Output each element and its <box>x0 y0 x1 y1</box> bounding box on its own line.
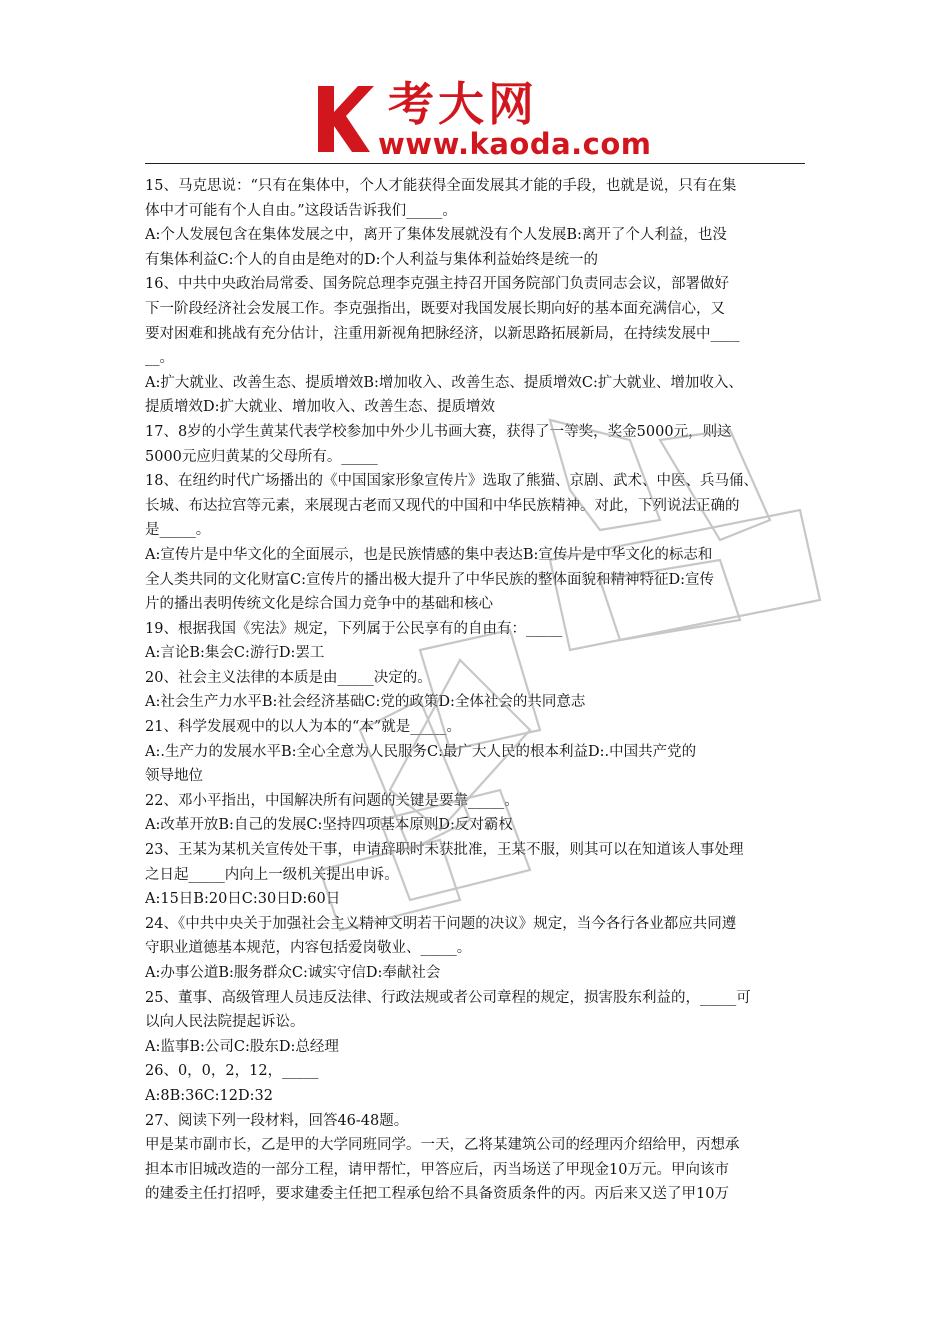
text-line: 要对困难和挑战有充分估计，注重用新视角把脉经济，以新思路拓展新局，在持续发展中____ <box>145 325 740 342</box>
text-line: 是_____。 <box>145 522 211 539</box>
text-line: 27、阅读下列一段材料，回答46-48题。 <box>145 1112 409 1129</box>
text-line: 23、王某为某机关宣传处干事，申请辞职时未获批准，王某不服，则其可以在知道该人事处理 <box>145 842 744 859</box>
text-line: A:宣传片是中华文化的全面展示，也是民族情感的集中表达B:宣传片是中华文化的标志和 <box>145 546 713 563</box>
text-line: A:扩大就业、改善生态、提质增效B:增加收入、改善生态、提质增效C:扩大就业、增加收入、 <box>145 374 743 391</box>
text-line: 下一阶段经济社会发展工作。李克强指出，既要对我国发展长期向好的基本面充满信心，又 <box>145 300 725 317</box>
text-line: 担本市旧城改造的一部分工程，请甲帮忙，甲答应后，丙当场送了甲现金10万元。甲向该市 <box>145 1161 729 1178</box>
text-line: 领导地位 <box>145 768 203 785</box>
text-line: 以向人民法院提起诉讼。 <box>145 1014 305 1031</box>
text-line: 5000元应归黄某的父母所有。_____ <box>145 448 378 465</box>
text-line: 24、《中共中央关于加强社会主义精神文明若干问题的决议》规定，当今各行各业都应共同遵 <box>145 915 737 932</box>
text-line: A:8B:36C:12D:32 <box>145 1087 273 1104</box>
text-line: 20、社会主义法律的本质是由_____决定的。 <box>145 669 432 686</box>
logo-title: 考大网 <box>388 77 538 131</box>
text-line: A:.生产力的发展水平B:全心全意为人民服务C:最广大人民的根本利益D:.中国共产党的 <box>145 743 697 760</box>
text-line: 15、马克思说：“只有在集体中，个人才能获得全面发展其才能的手段，也就是说，只有在集 <box>145 178 737 194</box>
text-line: 22、邓小平指出，中国解决所有问题的关键是要靠_____。 <box>145 792 519 809</box>
text-line: 17、8岁的小学生黄某代表学校参加中外少儿书画大赛，获得了一等奖，奖金5000元，则这 <box>145 423 732 440</box>
kaoda-k-logo-icon <box>314 82 374 154</box>
text-line: 甲是某市副市长，乙是甲的大学同班同学。一天，乙将某建筑公司的经理丙介绍给甲，丙想承 <box>145 1137 740 1154</box>
text-line: 有集体利益C:个人的自由是绝对的D:个人利益与集体利益始终是统一的 <box>145 251 598 268</box>
header-divider <box>145 163 805 164</box>
text-line: 26、0，0，2，12，_____ <box>145 1063 319 1080</box>
text-line: A:个人发展包含在集体发展之中，离开了集体发展就没有个人发展B:离开了个人利益，也没 <box>145 227 727 244</box>
text-line: 18、在纽约时代广场播出的《中国国家形象宣传片》选取了熊猫、京剧、武术、中医、兵马俑、 <box>145 473 758 490</box>
text-line: 的建委主任打招呼，要求建委主任把工程承包给不具备资质条件的丙。丙后来又送了甲10万 <box>145 1186 729 1203</box>
text-line: 片的播出表明传统文化是综合国力竞争中的基础和核心 <box>145 596 493 613</box>
text-line: 16、中共中央政治局常委、国务院总理李克强主持召开国务院部门负责同志会议，部署做好 <box>145 276 729 293</box>
page-header <box>0 0 950 165</box>
text-line: 之日起_____内向上一级机关提出申诉。 <box>145 866 399 883</box>
document-body <box>145 174 807 1207</box>
text-line: A:改革开放B:自己的发展C:坚持四项基本原则D:反对霸权 <box>145 817 513 834</box>
text-line: A:15日B:20日C:30日D:60日 <box>145 891 341 908</box>
logo-url: www.kaoda.com <box>378 127 652 161</box>
text-line: 守职业道德基本规范，内容包括爱岗敬业、_____。 <box>145 940 472 957</box>
text-line: A:言论B:集会C:游行D:罢工 <box>145 645 325 662</box>
text-line: 长城、布达拉宫等元素，来展现古老而又现代的中国和中华民族精神。对此，下列说法正确的 <box>145 497 740 514</box>
text-line: 全人类共同的文化财富C:宣传片的播出极大提升了中华民族的整体面貌和精神特征D:宣传 <box>145 571 714 588</box>
text-line: 19、根据我国《宪法》规定，下列属于公民享有的自由有：_____ <box>145 620 563 637</box>
text-line: A:社会生产力水平B:社会经济基础C:党的政策D:全体社会的共同意志 <box>145 694 586 711</box>
text-line: 体中才可能有个人自由。”这段话告诉我们_____。 <box>145 202 457 219</box>
text-line: 21、科学发展观中的以人为本的“本”就是_____。 <box>145 719 462 736</box>
text-line: A:办事公道B:服务群众C:诚实守信D:奉献社会 <box>145 965 441 981</box>
text-line: A:监事B:公司C:股东D:总经理 <box>145 1038 339 1055</box>
text-line: __。 <box>145 350 174 367</box>
text-line: 25、董事、高级管理人员违反法律、行政法规或者公司章程的规定，损害股东利益的，_____可 <box>145 989 751 1006</box>
text-line: 提质增效D:扩大就业、增加收入、改善生态、提质增效 <box>145 399 496 416</box>
